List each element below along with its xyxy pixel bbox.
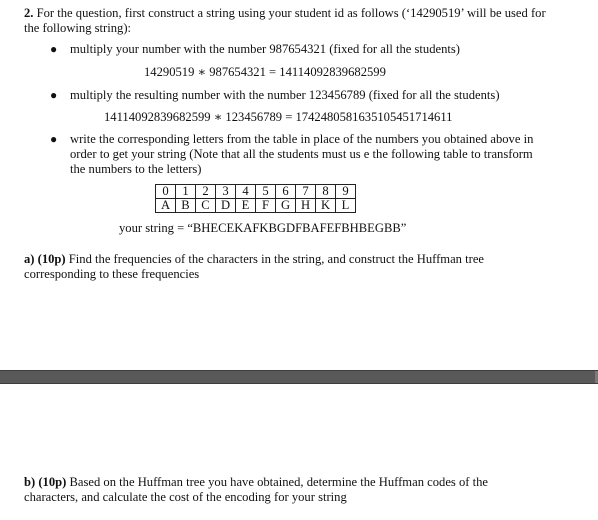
table-cell: 4 <box>236 185 256 199</box>
step-1-calculation: 14290519 ∗ 987654321 = 14114092839682599 <box>144 65 386 79</box>
step-2-text: multiply the resulting number with the number 123456789 (fixed for all the students) <box>70 88 500 102</box>
table-cell: A <box>156 199 176 213</box>
table-cell: K <box>316 199 336 213</box>
table-cell: C <box>196 199 216 213</box>
table-cell: 1 <box>176 185 196 199</box>
step-3-text: write the corresponding letters from the table in place of the numbers you obtained above in order to get your string (Note that all the students must us e the following table to transform the numbers to the letters) <box>70 132 534 176</box>
table-cell: 0 <box>156 185 176 199</box>
table-cell: E <box>236 199 256 213</box>
question-intro: For the question, first construct a string using your student id as follows (‘14290519’ will be used for the following string): <box>24 6 546 35</box>
part-a <box>24 252 544 282</box>
table-cell: B <box>176 199 196 213</box>
question-heading <box>24 6 564 36</box>
part-a-text: Find the frequencies of the characters in the string, and construct the Huffman tree corresponding to these frequencies <box>24 252 484 281</box>
table-cell: 2 <box>196 185 216 199</box>
bullet-icon: ● <box>50 132 58 146</box>
table-cell: 3 <box>216 185 236 199</box>
table-cell: 5 <box>256 185 276 199</box>
result-string: your string = “BHECEKAFKBGDFBAFEFBHBEGBB” <box>119 221 407 235</box>
bullet-icon: ● <box>50 88 58 102</box>
step-2-calculation: 14114092839682599 ∗ 123456789 = 1742480581635105451714611 <box>104 110 453 124</box>
page-divider <box>0 370 598 384</box>
table-cell: F <box>256 199 276 213</box>
table-cell: L <box>336 199 356 213</box>
part-b <box>24 475 544 505</box>
part-b-text: Based on the Huffman tree you have obtained, determine the Huffman codes of the characters, and calculate the cost of the encoding for your string <box>24 475 488 504</box>
table-cell: 6 <box>276 185 296 199</box>
digit-row <box>156 185 356 199</box>
letter-row <box>156 199 356 213</box>
digit-letter-table <box>155 184 356 213</box>
table-cell: 8 <box>316 185 336 199</box>
table-cell: G <box>276 199 296 213</box>
step-1-text: multiply your number with the number 987654321 (fixed for all the students) <box>70 42 460 56</box>
question-number: 2. <box>24 6 34 20</box>
bullet-icon: ● <box>50 42 58 56</box>
part-a-label: a) (10p) <box>24 252 66 266</box>
table-cell: D <box>216 199 236 213</box>
table-cell: 7 <box>296 185 316 199</box>
table-cell: H <box>296 199 316 213</box>
table-cell: 9 <box>336 185 356 199</box>
part-b-label: b) (10p) <box>24 475 67 489</box>
